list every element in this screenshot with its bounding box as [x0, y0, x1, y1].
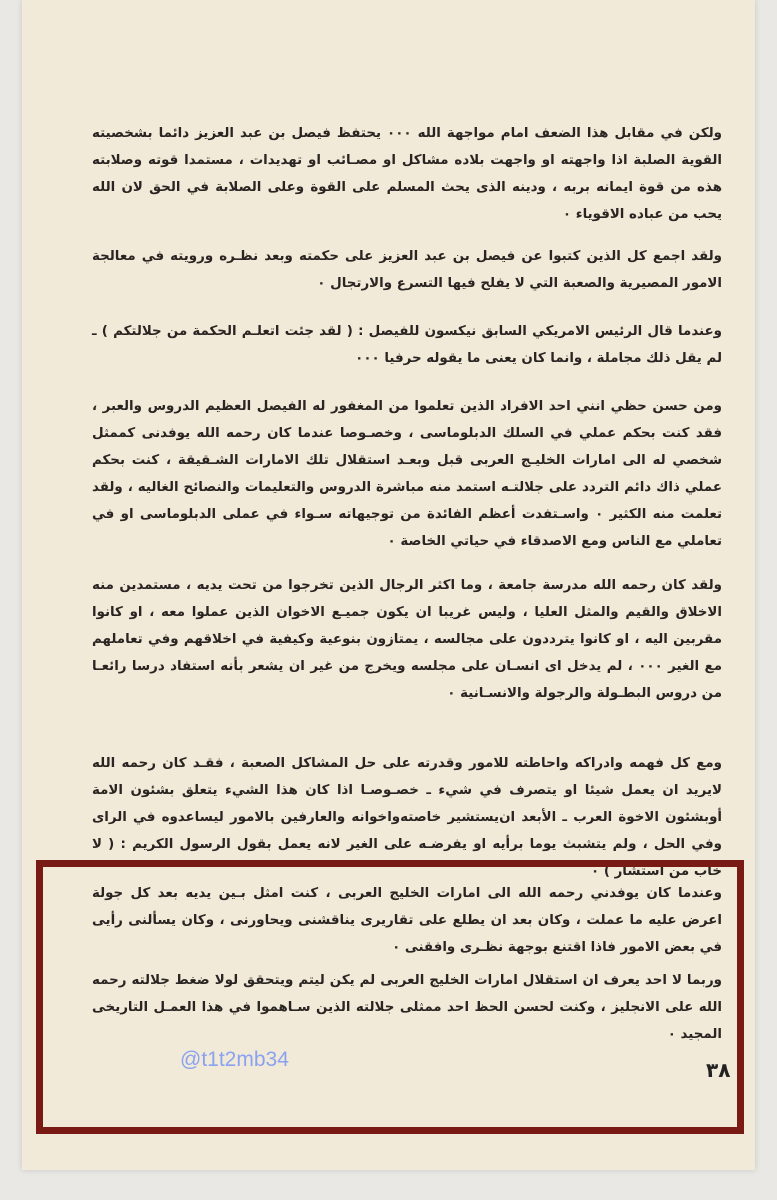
paragraph-1: [92, 120, 722, 228]
paragraph-text: ولكن في مقابل هذا الضعف امام مواجهة الله ٠٠٠ يحتفظ فيصل بن عبد العزيز دائما بشخصيته القوية الصلبة اذا واجهته او واجهت بلاده مشاكل او مصـائب او تهديدات ، مستمدا قوته وصلابته هذه من قوة ايمانه بربه ، ودينه الذى يحث المسلم على القوة وعلى الصلابة في الحق لان الله يحب من عباده الاقوياء ٠: [92, 126, 722, 222]
paragraph-text: ولقد اجمع كل الذين كتبوا عن فيصل بن عبد العزيز على حكمته وبعد نظـره ورويته في معالجة الامور المصيرية والصعبة التي لا يفلح فيها التسرع والارتجال ٠: [92, 249, 722, 291]
paragraph-3: [92, 318, 722, 372]
paragraph-text: وربما لا احد يعرف ان استقلال امارات الخليج العربى لم يكن ليتم ويتحقق لولا ضغط جلالته رحمه الله على الانجليز ، وكنت لحسن الحظ احد ممثلى جلالته الذين سـاهموا في هذا العمـل التاريخى المجيد ٠: [92, 973, 722, 1042]
paragraph-text: ومع كل فهمه وادراكه واحاطته للامور وقدرته على حل المشاكل الصعبة ، فقـد كان رحمه الله لايريد ان يعمل شيئا او يتصرف في شيء ـ خصـوصـا اذا كان هذا الشيء يتعلق بشئون الامة أوبشئون الاخوة العرب ـ الأبعد ان‌يستشير خاصته‌واخوانه والعارفين بالامور ليساعدوه في الراى وفي الحل ، ولم يتشبث يوما برأيه او يفرضـه على الغير لانه يعمل بقول الرسول الكريم : ( لا خاب من استشار ) ٠: [92, 756, 722, 879]
paragraph-2: [92, 243, 722, 297]
paragraph-4: [92, 393, 722, 555]
paragraph-text: وعندما قال الرئيس الامريكي السابق نيكسون للفيصل : ( لقد جئت اتعلـم الحكمة من جلالتكم ) ـ لم يقل ذلك مجاملة ، وانما كان يعنى ما يقوله حرفيا ٠٠٠: [92, 324, 722, 366]
paragraph-text: ومن حسن حظي انني احد الافراد الذين تعلموا من المغفور له الفيصل العظيم الدروس والعبر ، فقد كنت بحكم عملي في السلك الدبلوماسى ، وخصـوصا عندما كان رحمه الله يوفدنى كممثل شخصي له الى امارات الخليـج العربى قبل وبعـد استقلال تلك الامارات الشـقيقة ، كنت بحكم عملي ذاك دائم التردد على جلالتـه استمد منه مباشرة الدروس والتعليمات والنصائح الغاليه ، ولقد تعلمت منه الكثير ٠ واسـتفدت أعظم الفائدة من توجيهاته سـواء في عملى الدبلوماسى او في تعاملي مع الناس ومع الاصدقاء في حياتي الخاصة ٠: [92, 399, 722, 549]
watermark-handle: @t1t2mb34: [180, 1048, 289, 1071]
paragraph-text: ولقد كان رحمه الله مدرسة جامعة ، وما اكثر الرجال الذين تخرجوا من تحت يديه ، مستمدين منه الاخلاق والقيم والمثل العليا ، وليس غريبا ان يكون جميـع الاخوان الذين عملوا معه ، او كانوا مقربين اليه ، او كانوا يترددون على مجالسه ، يمتازون بنوعية وكيفية في اخلاقهم وفي تعاملهم مع الغير ٠٠٠ ، لم يدخل اى انسـان على مجلسه ويخرج من غير ان يشعر بأنه استفاد درسا رائعـا من دروس البطـولة والرجولة والانسـانية ٠: [92, 578, 722, 701]
page-number: ٣٨: [706, 1058, 731, 1082]
highlight-box: [36, 860, 744, 1134]
paragraph-5: [92, 572, 722, 707]
paragraph-text: وعندما كان يوفدني رحمه الله الى امارات الخليج العربى ، كنت امثل بـين يديه بعد كل جولة اعرض عليه ما عملت ، وكان بعد ان يطلع على تقاريرى يناقشنى ويحاورنى ، وكان يسألنى رأيى في بعض الامور فاذا اقتنع بوجهة نظـرى وافقنى ٠: [92, 886, 722, 955]
